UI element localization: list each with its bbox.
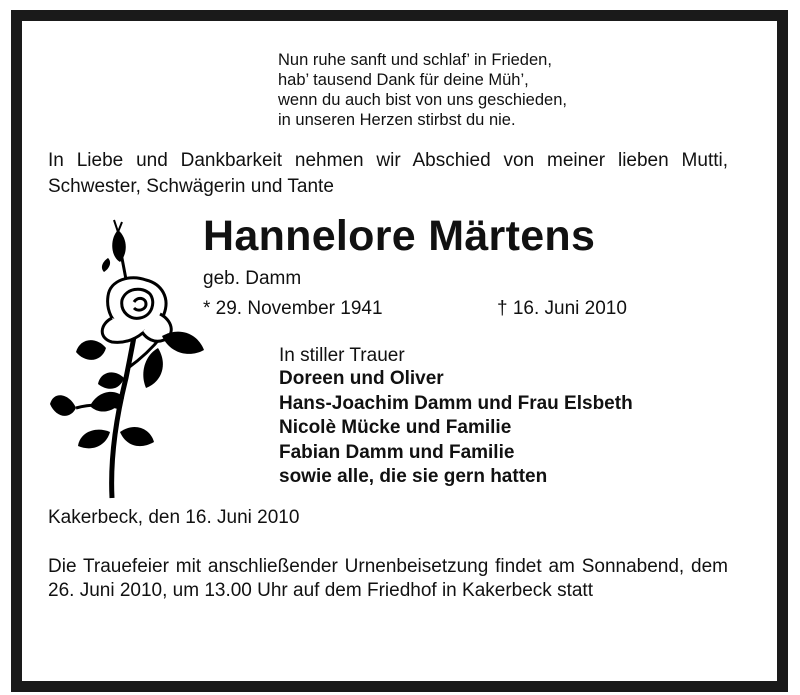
mourner-entry: Doreen und Oliver [279, 368, 444, 389]
intro-text: In Liebe und Dankbarkeit nehmen wir Abschied von meiner lieben Mutti, Schwester, Schwägerin und Tante [48, 150, 728, 197]
mourner-entry: Fabian Damm und Familie [279, 441, 515, 463]
funeral-notice: Die Trauefeier mit anschließender Urnenbeisetzung findet am Sonnabend, dem 26. Juni 2010, um 13.00 Uhr auf dem Friedhof in Kakerbeck statt [48, 556, 728, 601]
poem-line: hab’ tausend Dank für deine Müh’, [278, 71, 529, 89]
mourner-entry: Nicolè Mücke und Familie [279, 417, 512, 438]
mourners-list [279, 367, 633, 490]
death-date: † 16. Juni 2010 [497, 298, 627, 319]
mourner-entry: Hans-Joachim Damm und Frau Elsbeth [279, 392, 633, 414]
mourner-entry: sowie alle, die sie gern hatten [279, 466, 548, 487]
maiden-name: geb. Damm [203, 268, 302, 289]
poem-line: wenn du auch bist von uns geschieden, [278, 91, 567, 109]
mourning-label: In stiller Trauer [279, 345, 405, 366]
poem-line: in unseren Herzen stirbst du nie. [278, 111, 516, 129]
poem-line: Nun ruhe sanft und schlaf’ in Frieden, [278, 51, 552, 69]
place-date: Kakerbeck, den 16. Juni 2010 [48, 507, 300, 528]
birth-date: * 29. November 1941 [203, 298, 383, 319]
rose-icon [50, 218, 210, 503]
deceased-name: Hannelore Märtens [203, 212, 596, 260]
memorial-poem [278, 50, 567, 130]
